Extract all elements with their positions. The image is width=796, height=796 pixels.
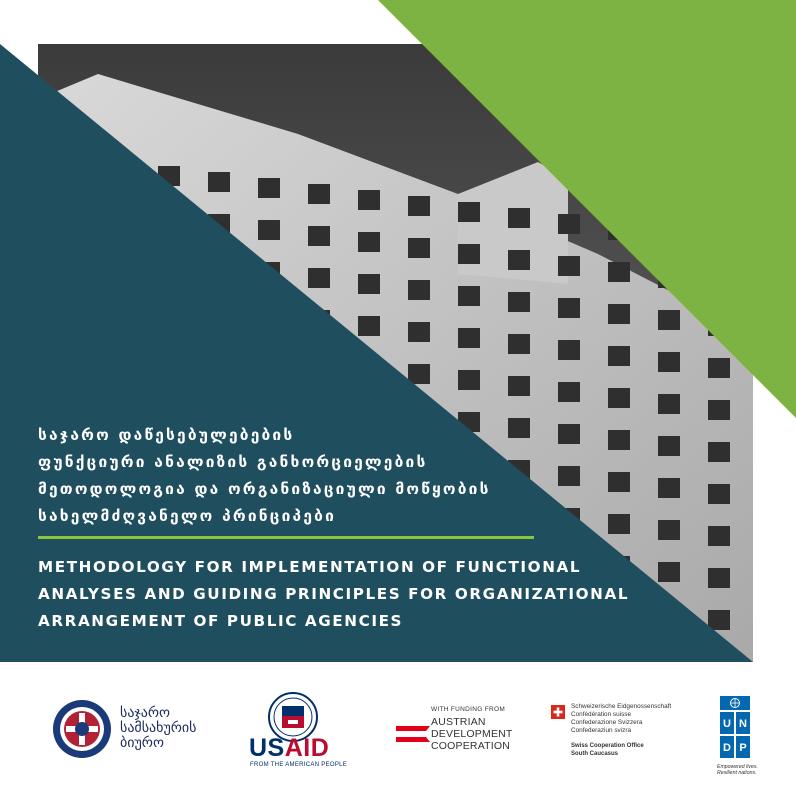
title-georgian-line: მეთოდოლოგია და ორგანიზაციული მოწყობის (38, 480, 491, 498)
title-georgian-line: სახელმძღვანელო პრინციპები (38, 507, 337, 525)
title-english-line: METHODOLOGY FOR IMPLEMENTATION OF FUNCTIONAL (38, 558, 582, 576)
undp-letter: N (739, 718, 747, 730)
undp-tagline: Empowered lives. Resilient nations. (717, 764, 758, 776)
title-english-line: ANALYSES AND GUIDING PRINCIPLES FOR ORGANIZATIONAL (38, 585, 630, 603)
usaid-tagline: FROM THE AMERICAN PEOPLE (250, 762, 348, 768)
undp-letter: P (739, 742, 747, 754)
civil-service-bureau-seal-icon (52, 699, 112, 759)
title-georgian-line: საჯარო დაწესებულებების (38, 426, 295, 444)
title-georgian (38, 422, 558, 530)
civil-service-bureau-name: საჯარო სამსახურის ბიურო (120, 705, 197, 751)
title-divider (38, 536, 534, 539)
title-english (38, 554, 638, 635)
ada-name: AUSTRIAN DEVELOPMENT COOPERATION (431, 716, 513, 752)
title-english-line: ARRANGEMENT OF PUBLIC AGENCIES (38, 612, 404, 630)
title-georgian-line: ფუნქციური ანალიზის განხორციელების (38, 453, 428, 471)
usaid-wordmark: USAID (249, 734, 330, 762)
swiss-cooperation-office: Swiss Cooperation Office South Caucasus (571, 743, 644, 757)
swiss-cross-flag-icon (551, 705, 565, 719)
undp-letter: U (723, 718, 731, 730)
undp-logo-icon (720, 696, 750, 758)
austrian-flag-mark-icon (396, 724, 430, 744)
undp-letter: D (723, 742, 731, 754)
partner-logos (0, 672, 796, 796)
swiss-confederation-names: Schweizerische Eidgenossenschaft Confédération suisse Confederazione Svizzera Confederaziun svizra (571, 703, 672, 734)
ada-funding-label: WITH FUNDING FROM (431, 706, 506, 713)
